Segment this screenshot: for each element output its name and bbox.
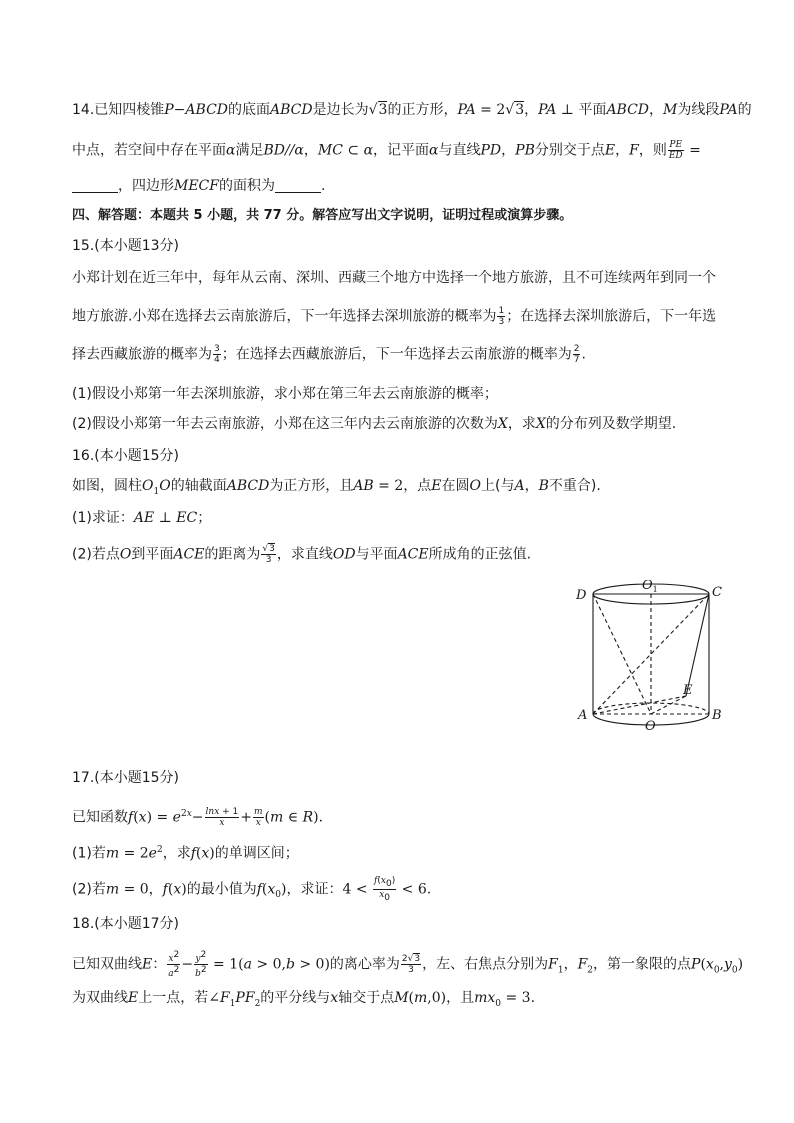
q14-line-2: 中点，若空间中存在平面α满足BD//α，MC ⊂ α，记平面α与直线PD，PB分别交于点E，F，则 $\frac{PE}{ED}$ = [72, 140, 701, 161]
q15-line-3: 择去西藏旅游的概率为 $\frac{3}{4}$ ；在选择去西藏旅游后，下一年选择去云南旅游的概率为 $\frac{2}{7}$ . [72, 344, 586, 365]
answer-blank-2[interactable] [275, 178, 321, 193]
q14-line-1: 14.已知四棱锥P−ABCD的底面ABCD是边长为√3的正方形，PA = 2√3，PA ⊥ 平面ABCD，M为线段PA的 [72, 102, 752, 118]
q15-heading: 15.(本小题13分) [72, 238, 180, 254]
q17-heading: 17.(本小题15分) [72, 770, 180, 786]
label-d: D [576, 588, 587, 603]
label-e: E [683, 683, 693, 698]
q15-line-1: 小郑计划在近三年中，每年从云南、深圳、西藏三个地方中选择一个地方旅游，且不可连续两年到同一个 [72, 270, 716, 286]
segment-ce [686, 594, 709, 696]
q18-line-1: 已知双曲线E： $\frac{x^2}{a^2}$ − $\frac{y^2}{b^2}$ = 1(a > 0,b > 0)的离心率为 $\frac{2√3}{3}$ ，左、右焦点分别为$F_1$，$F_2$，第一象限的点$P(x_0,y_0)$ [72, 950, 744, 979]
label-c: C [712, 585, 722, 600]
cylinder-figure [570, 580, 730, 740]
label-o1: $O_1$ [642, 580, 658, 594]
q16-line-1: 如图，圆柱$O_1O$的轴截面ABCD为正方形，且AB = 2，点E在圆O上(与A，B不重合). [72, 478, 601, 497]
q14-line-3: ，四边形MECF的面积为 . [72, 176, 325, 196]
answer-blank-1[interactable] [72, 178, 118, 193]
q15-line-2: 地方旅游.小郑在选择去云南旅游后，下一年选择去深圳旅游的概率为 $\frac{1}{3}$ ；在选择去深圳旅游后，下一年选 [72, 306, 717, 327]
q17-line-1: 已知函数$f(x) = e^{2x}-$ $\frac{\ln x + 1}{x}$ + $\frac{m}{x}$ (m ∈ R). [72, 807, 324, 829]
segment-oe [651, 696, 686, 714]
segment-ae [593, 696, 686, 714]
q17-part-1: (1)若$m = 2e^2$，求f(x)的单调区间； [72, 845, 299, 862]
q17-part-2: (2)若m = 0，f(x)的最小值为$f(x_0)$，求证：4 < $\frac{f(x_0)}{x_0}$ < 6. [72, 876, 432, 903]
segment-do [593, 594, 651, 714]
q16-part-1: (1)求证：AE ⊥ EC； [72, 510, 212, 526]
q18-line-2: 为双曲线E上一点，若$\angle F_1PF_2$的平分线与x轴交于点M(m,0)，且$mx_0 = 3$. [72, 990, 536, 1009]
q15-part-1: (1)假设小郑第一年去深圳旅游，求小郑在第三年去云南旅游的概率； [72, 386, 498, 402]
label-a: A [578, 708, 588, 723]
q16-heading: 16.(本小题15分) [72, 448, 180, 464]
q16-part-2: (2)若点O到平面ACE的距离为 $\frac{√3}{3}$ ，求直线OD与平面ACE所成角的正弦值. [72, 544, 532, 565]
section-4-heading: 四、解答题：本题共 5 小题，共 77 分。解答应写出文字说明，证明过程或演算步骤。 [72, 208, 573, 223]
q15-part-2: (2)假设小郑第一年去云南旅游，小郑在这三年内去云南旅游的次数为X，求X的分布列及数学期望. [72, 416, 677, 432]
label-o: O [645, 719, 656, 734]
q18-heading: 18.(本小题17分) [72, 916, 180, 932]
label-b: B [712, 708, 722, 723]
